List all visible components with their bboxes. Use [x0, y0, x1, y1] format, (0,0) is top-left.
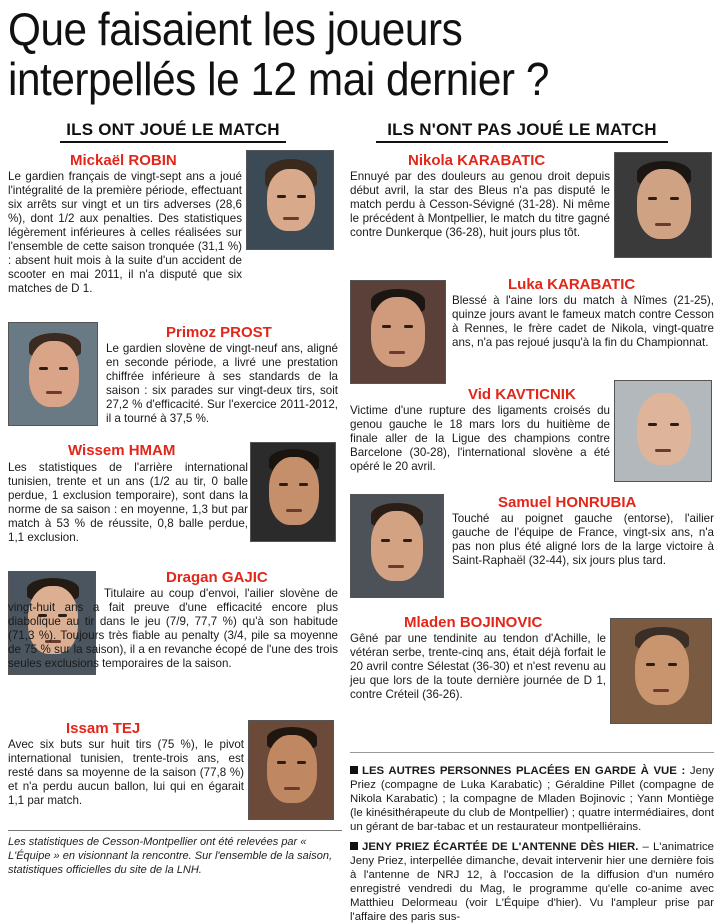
player-photo-kavticnik	[614, 380, 712, 482]
player-name-luka-karabatic: Luka KARABATIC	[508, 276, 636, 293]
separator	[350, 752, 714, 753]
player-name-robin: Mickaël ROBIN	[70, 152, 177, 169]
jeny-priez-text: – L'animatrice Jeny Priez, interpellée dimanche, devait intervenir hier une dernière fois à l'antenne de NRJ 12, à l'occasion de la diffusion d'un numéro enregistré vendredi du Mag, le programme qu'elle co-anime avec Matthieu Delormeau (voir L'Équipe d'hier). Vu l'ampleur prise par l'affaire des paris sus-	[350, 841, 715, 923]
player-text-hmam: Les statistiques de l'arrière international tunisien, trente et un ans (1/2 au tir, 0 balle perdue, 1 exclusion temporaire), sont dans la norme de sa saison : en moyenne, 1,3 but par match à 53 % de réussite, 0,8 balle perdue, 1,1 exclusion.	[8, 461, 248, 544]
square-bullet-icon	[350, 766, 358, 774]
player-text-tej: Avec six buts sur huit tirs (75 %), le pivot international tunisien, trente-trois ans, est resté dans sa moyenne de la saison (77,8 %) et n'a perdu aucun ballon, lui qui en égarait 1,1 par match.	[8, 738, 244, 807]
other-detainees-paragraph	[350, 764, 714, 834]
player-photo-hmam	[250, 442, 336, 542]
player-photo-luka-karabatic	[350, 280, 446, 384]
jeny-priez-paragraph	[350, 840, 715, 923]
player-photo-robin	[246, 150, 334, 250]
player-name-gajic: Dragan GAJIC	[166, 569, 268, 586]
player-photo-bojinovic	[610, 618, 712, 724]
player-text-honrubia: Touché au poignet gauche (entorse), l'ailier gauche de l'équipe de France, vingt-six ans, n'a pas non plus été aligné lors de la large victoire à Saint-Raphaël (32-44), six jours plus tard.	[452, 512, 714, 567]
player-text-prost: Le gardien slovène de vingt-neuf ans, aligné en seconde période, a livré une prestation chiffrée inférieure à ses standards de la saison : six parades sur vingt-deux tirs, soit 27,2 % d'efficacité. Sur l'exercice 2011-2012, il a tourné à 37,5 %.	[106, 342, 338, 425]
column-heading-played: ILS ONT JOUÉ LE MATCH	[60, 120, 286, 143]
other-detainees-text: Jeny Priez (compagne de Luka Karabatic) ; Géraldine Pillet (compagne de Nikola Karabatic) ; la compagne de Mladen Bojinovic ; Yann Montiège (le kinésithérapeute du club de Montpellier) ; quatre intermédiaires, dont un gérant de bar-tabac et un restaurateur montpelliérains.	[350, 765, 714, 833]
player-name-nikola-karabatic: Nikola KARABATIC	[408, 152, 546, 169]
player-photo-tej	[248, 720, 334, 820]
player-text-kavticnik: Victime d'une rupture des ligaments croisés du genou gauche le 18 mars lors du huitième de finale aller de la Ligue des champions contre Barcelone (30-28), l'international slovène a été opéré le 20 avril.	[350, 404, 610, 473]
player-photo-honrubia	[350, 494, 444, 598]
player-name-prost: Primoz PROST	[166, 324, 272, 341]
player-name-honrubia: Samuel HONRUBIA	[498, 494, 637, 511]
player-photo-prost	[8, 322, 98, 426]
jeny-priez-lead: JENY PRIEZ ÉCARTÉE DE L'ANTENNE DÈS HIER.	[362, 841, 639, 853]
square-bullet-icon	[350, 842, 358, 850]
player-name-kavticnik: Vid KAVTICNIK	[468, 386, 576, 403]
page-title	[8, 4, 656, 104]
title-line-2: interpellés le 12 mai dernier ?	[8, 53, 549, 105]
other-detainees-lead: LES AUTRES PERSONNES PLACÉES EN GARDE À VUE :	[362, 765, 686, 777]
title-line-1: Que faisaient les joueurs	[8, 3, 463, 55]
player-name-tej: Issam TEJ	[66, 720, 141, 737]
player-text-bojinovic: Gêné par une tendinite au tendon d'Achille, le vétéran serbe, trente-cinq ans, était déjà forfait le 20 avril contre Sélestat (36-30) et n'est revenu au jeu que lors de la toute dernière journée de D 1, contre Créteil (36-26).	[350, 632, 606, 701]
player-text-luka-karabatic: Blessé à l'aine lors du match à Nîmes (21-25), quinze jours avant le fameux match contre Cesson à Rennes, le frère cadet de Nikola, vingt-quatre ans, n'a pas rejoué jusqu'à la fin du Championnat.	[452, 294, 714, 349]
player-text-nikola-karabatic: Ennuyé par des douleurs au genou droit depuis début avril, la star des Bleus n'a pas disputé le match perdu à Cesson-Sévigné (31-28). Ni même le précédent à Montpellier, le match du titre gagné contre Dunkerque (36-28), huit jours plus tôt.	[350, 170, 610, 239]
player-text-gajic: Titulaire au coup d'envoi, l'ailier slovène de vingt-huit ans a fait preuve d'une efficacité encore plus diabolique au tir dans le jeu (7/9, 77,7 %) qu'à son habitude (71,3 %). Toujours très fiable au penalty (3/4, pile sa moyenne de 75 % sur la saison), il a en revanche écopé de l'une des trois seules exclusions temporaires de la saison.	[8, 587, 338, 670]
column-heading-not-played: ILS N'ONT PAS JOUÉ LE MATCH	[376, 120, 668, 143]
player-photo-nikola-karabatic	[614, 152, 712, 258]
player-text-robin: Le gardien français de vingt-sept ans a joué l'intégralité de la première période, effectuant six arrêts sur vingt et un tirs adverses (28,6 %), dont 1/2 aux penalties. Des statistiques légèrement inférieures à celles réalisées sur l'ensemble de cette saison tronquée (31,1 %) : absent huit mois à la suite d'un accident de scooter en mai 2011, il n'a disputé que six matches de D 1.	[8, 170, 242, 295]
player-name-bojinovic: Mladen BOJINOVIC	[404, 614, 543, 631]
stats-footnote: Les statistiques de Cesson-Montpellier ont été relevées par « L'Équipe » en visionnant la rencontre. Sur l'ensemble de la saison, statistiques officielles du site de la LNH.	[8, 830, 342, 877]
player-name-hmam: Wissem HMAM	[68, 442, 176, 459]
